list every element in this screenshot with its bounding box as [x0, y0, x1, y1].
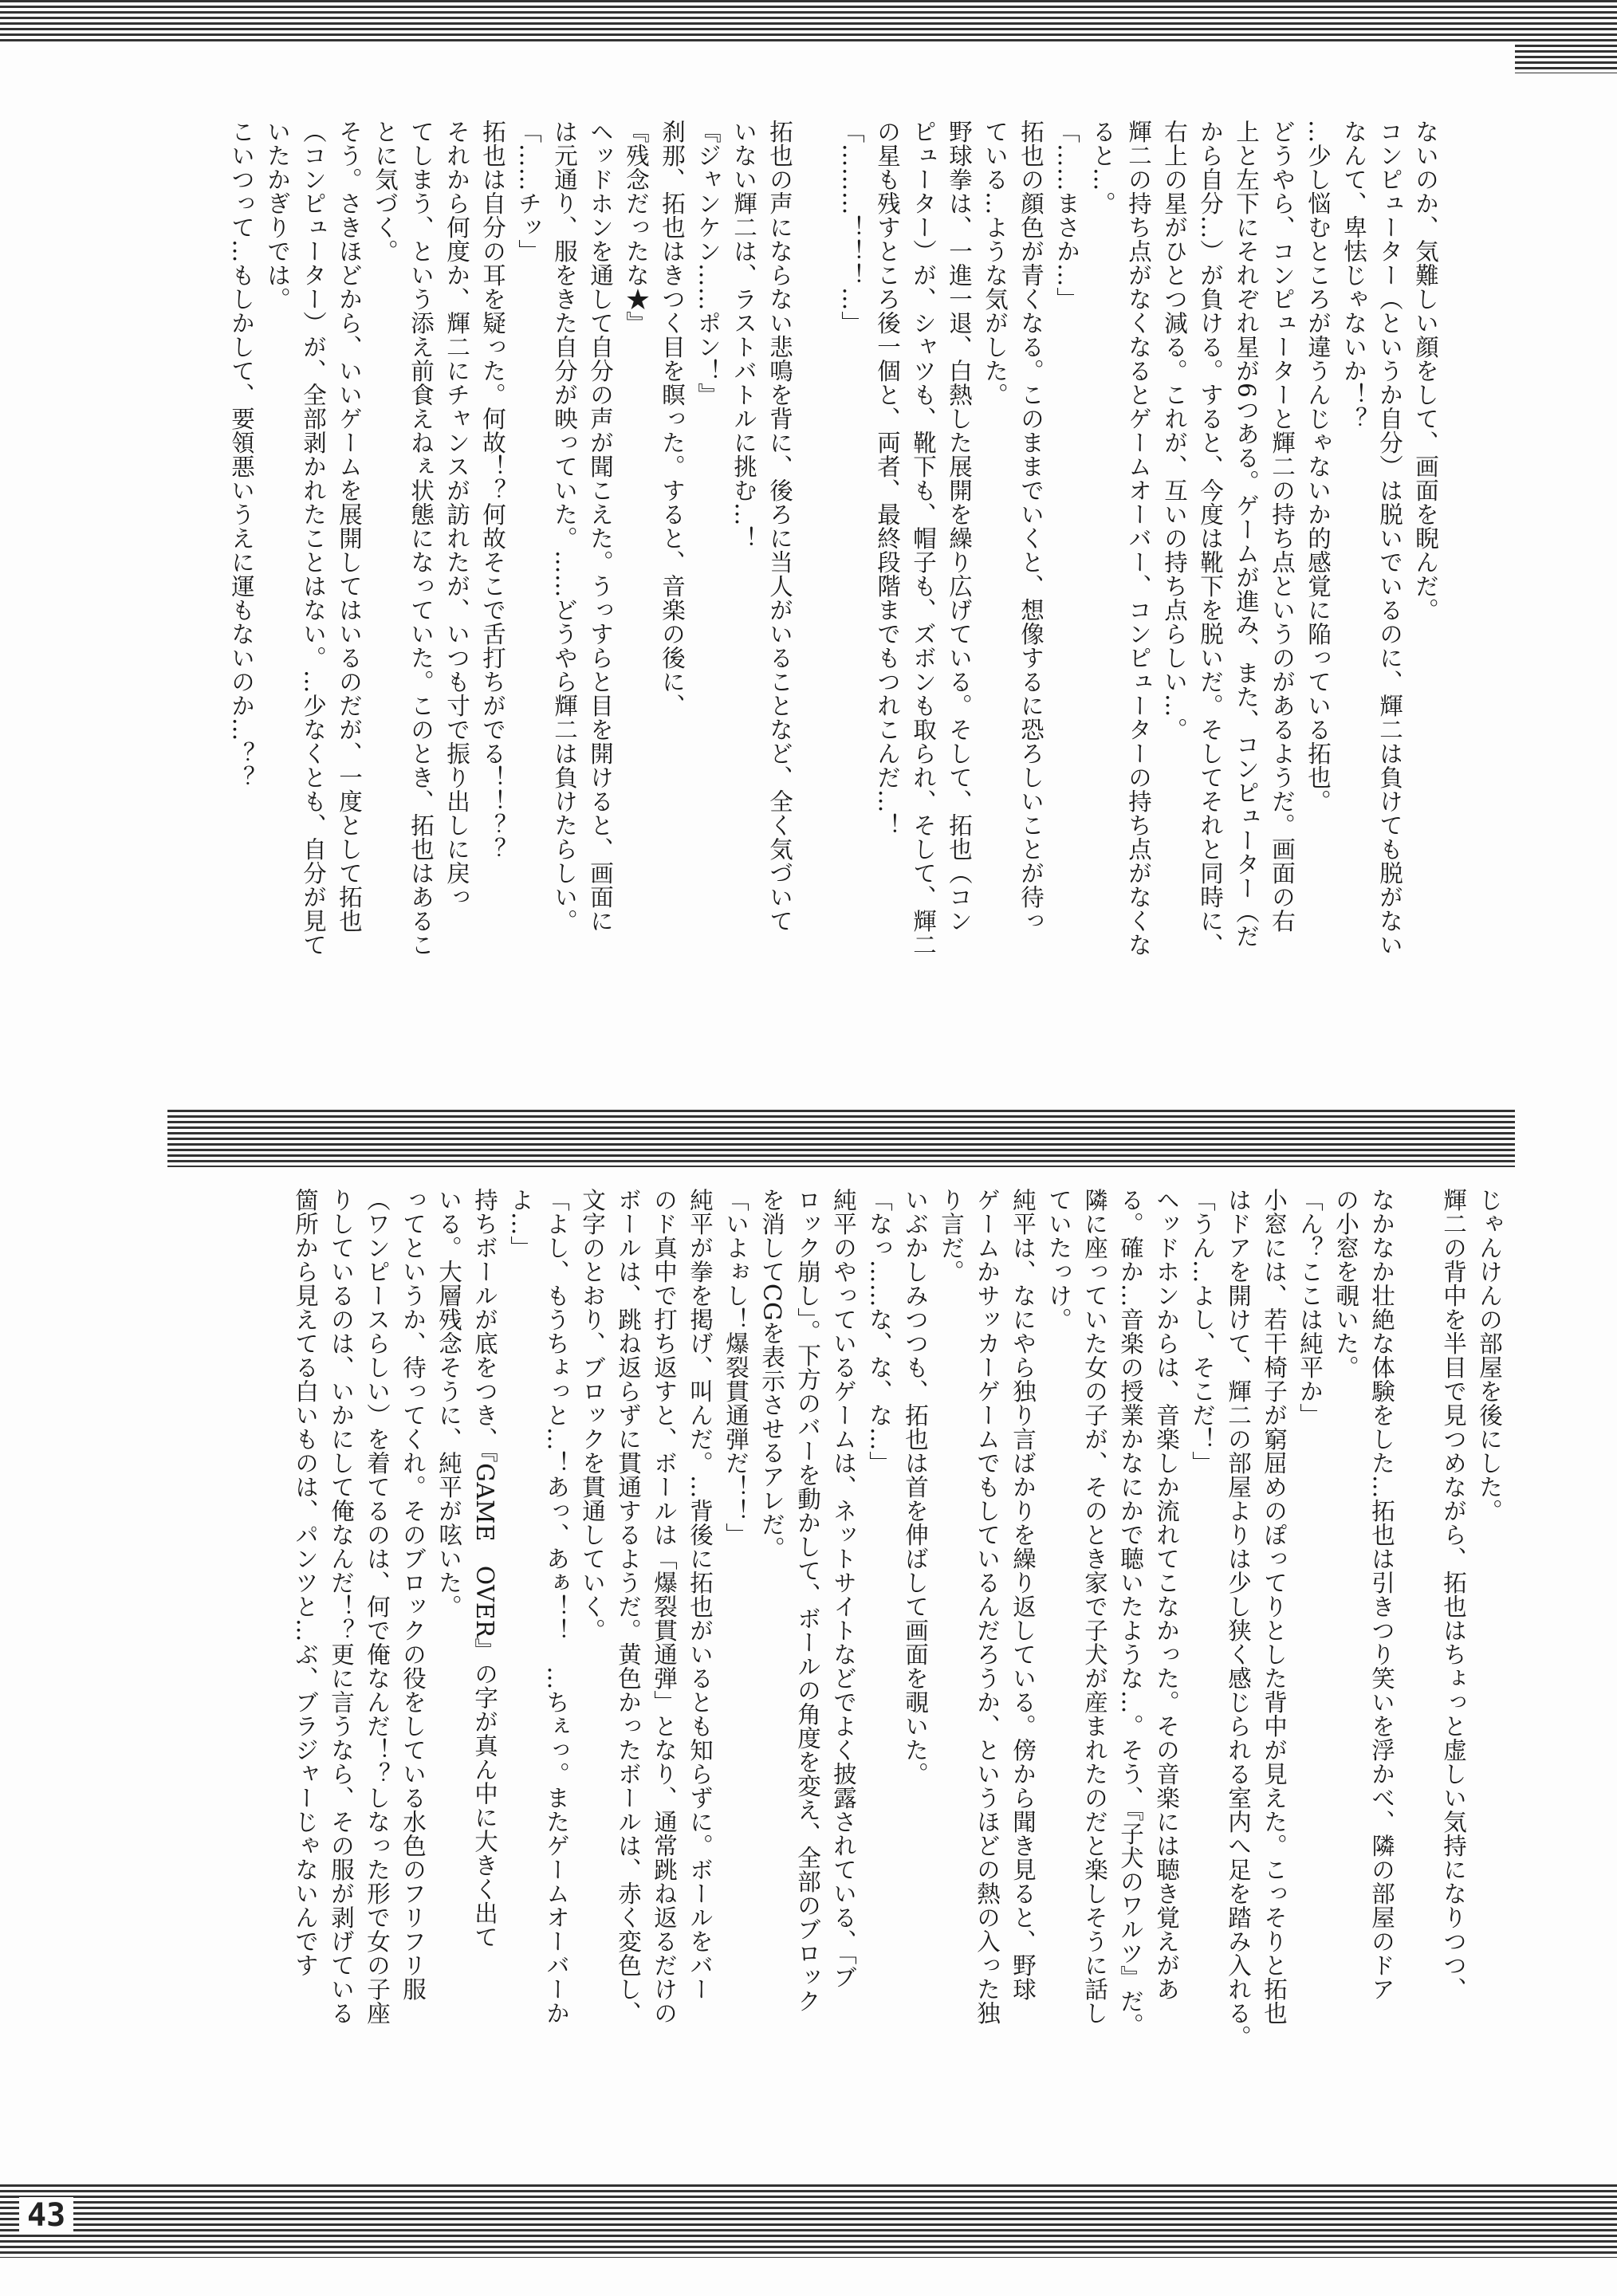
text-line: …少し悩むところが違うんじゃないか的感覚に陥っている拓也。: [1304, 120, 1332, 813]
text-line: コンピューター（というか自分）は脱いでいるのに、輝二は負けても脱がない: [1376, 120, 1403, 957]
text-line: ると…。: [1089, 120, 1116, 215]
text-line: り言だ。: [938, 1188, 965, 1284]
text-line: こいつって…もしかして、要領悪いうえに運もないのか…？？: [228, 120, 255, 789]
text-line: 「………！！！…」: [838, 120, 865, 335]
text-line: 「……まさか…」: [1053, 120, 1080, 311]
text-line: の小窓を覗いた。: [1332, 1188, 1359, 1379]
text-line: 純平は、なにやら独り言ばかりを繰り返している。傍から聞き見ると、野球: [1009, 1188, 1037, 2001]
text-line: 拓也は自分の耳を疑った。何故！？何故そこで舌打ちがでる！！？？: [479, 120, 506, 861]
text-line: じゃんけんの部屋を後にした。: [1476, 1188, 1503, 1523]
bottom-stripe-border: [0, 2184, 1617, 2258]
text-line: 箇所から見えてる白いものは、パンツと…ぶ、ブラジャーじゃないんです: [292, 1188, 319, 1977]
text-line: [1399, 1188, 1435, 2168]
text-line: ヘッドホンからは、音楽しか流れてこなかった。その音楽には聴き覚えがあ: [1153, 1188, 1180, 2001]
text-line: そう。さきほどから、いいゲームを展開してはいるのだが、一度として拓也: [336, 120, 363, 933]
text-line: てしまう、という添え前食えねぇ状態になっていた。このとき、拓也はあるこ: [407, 120, 435, 957]
text-line: （コンピューター）が、全部剥かれたことはない。…少なくとも、自分が見て: [300, 120, 327, 957]
text-line: ってというか、待ってくれ。そのブロックの役をしている水色のフリフリ服: [399, 1188, 427, 2001]
text-line: 「うん…よし、そこだ！」: [1189, 1188, 1216, 1475]
bottom-text-block: [136, 1188, 1507, 2168]
text-line: ている…ような気がした。: [982, 120, 1009, 407]
text-line: る。確か…音楽の授業かなにかで聴いたような…。そう、『子犬のワルツ』だ。: [1117, 1188, 1144, 2038]
text-line: 純平が拳を掲げ、叫んだ。…背後に拓也がいるとも知らずに。ボールをバー: [687, 1188, 714, 2001]
text-line: は元通り、服をきた自分が映っていた。……どうやら輝二は負けたらしい。: [551, 120, 578, 933]
text-line: ないのか、気難しい顔をして、画面を睨んだ。: [1412, 120, 1439, 622]
text-line: はドアを開けて、輝二の部屋よりは少し狭く感じられる室内へ足を踏み入れる。: [1225, 1188, 1252, 2049]
text-line: 『残念だったな★』: [623, 120, 650, 335]
text-line: ていたっけ。: [1045, 1188, 1072, 1331]
text-line: から自分…）が負ける。すると、今度は靴下を脱いだ。そしてそれと同時に、: [1197, 120, 1224, 957]
text-line: どうやら、コンピューターと輝二の持ち点というのがあるようだ。画面の右: [1269, 120, 1296, 933]
text-line: なんて、卑怯じゃないか！？: [1340, 120, 1367, 431]
text-line: ゲームかサッカーゲームでもしているんだろうか、というほどの熱の入った独: [974, 1188, 1001, 2025]
text-line: 隣に座っていた女の子が、そのとき家で子犬が産まれたのだと楽しそうに話し: [1081, 1188, 1108, 2025]
text-line: いたかぎりでは。: [264, 120, 291, 311]
text-line: 野球拳は、一進一退、白熱した展開を繰り広げている。そして、拓也（コン: [946, 120, 973, 933]
text-line: 「なっ……な、な、な…」: [866, 1188, 893, 1475]
text-line: 純平のやっているゲームは、ネットサイトなどでよく披露されている、「ブ: [830, 1188, 857, 1990]
page-number: 43: [19, 2197, 73, 2234]
text-line: 小窓には、若干椅子が窮屈めのぽってりとした背中が見えた。こっそりと拓也: [1261, 1188, 1288, 2025]
text-line: 「いよぉし！爆裂貫通弾だ！！」: [722, 1188, 749, 1547]
text-line: 文字のとおり、ブロックを貫通していく。: [579, 1188, 606, 1642]
text-line: 右上の星がひとつ減る。これが、互いの持ち点らしい…。: [1161, 120, 1188, 741]
text-line: の星も残すところ後一個と、両者、最終段階までもつれこんだ…！: [874, 120, 901, 837]
text-line: ボールは、跳ね返らずに貫通するようだ。黄色かったボールは、赤く変色し、: [615, 1188, 642, 2025]
text-line: 「……チッ」: [515, 120, 542, 263]
top-right-stripe-accent: [1515, 45, 1617, 73]
text-line: 「ん？ここは純平か」: [1296, 1188, 1324, 1427]
text-line: を消してCGを表示させるアレだ。: [758, 1188, 785, 1561]
text-line: ロック崩し」。下方のバーを動かして、ボールの角度を変え、全部のブロック: [794, 1188, 821, 2014]
text-line: りしているのは、いかにして俺なんだ！？更に言うなら、その服が剥げている: [328, 1188, 355, 2025]
text-line: よ…」: [507, 1188, 534, 1260]
text-line: 持ちボールが底をつき、『GAME OVER』の字が真ん中に大きく出て: [471, 1188, 498, 1949]
text-line: （ワンピースらしい）を着てるのは、何で俺なんだ！？しなった形で女の子座: [364, 1188, 391, 2025]
middle-stripe-divider: [167, 1110, 1515, 1167]
text-line: 上と左下にそれぞれ星が6つある。ゲームが進み、また、コンピューター（だ: [1233, 120, 1260, 949]
text-line: のド真中で打ち返すと、ボールは「爆裂貫通弾」となり、通常跳ね返るだけの: [651, 1188, 678, 2025]
text-line: 刹那、拓也はきつく目を瞑った。すると、音楽の後に、: [659, 120, 686, 718]
text-line: ヘッドホンを通して自分の声が聞こえた。うっすらと目を開けると、画面に: [587, 120, 614, 933]
text-line: なかなか壮絶な体験をした…拓也は引きつり笑いを浮かべ、隣の部屋のドア: [1368, 1188, 1395, 2001]
text-line: 拓也の声にならない悲鳴を背に、後ろに当人がいることなど、全く気づいて: [766, 120, 793, 933]
text-line: いない輝二は、ラストバトルに挑む…！: [730, 120, 757, 550]
text-line: いる。大層残念そうに、純平が呟いた。: [435, 1188, 462, 1618]
text-line: いぶかしみつつも、拓也は首を伸ばして画面を覗いた。: [902, 1188, 929, 1786]
top-text-block: [159, 120, 1443, 1084]
text-line: 『ジャンケン……ポン！』: [694, 120, 722, 407]
top-stripe-border: [0, 0, 1617, 45]
text-line: 拓也の顔色が青くなる。このままでいくと、想像するに恐ろしいことが待っ: [1017, 120, 1045, 933]
text-line: [797, 120, 833, 1084]
text-line: 輝二の持ち点がなくなるとゲームオーバー、コンピューターの持ち点がなくな: [1125, 120, 1152, 957]
text-line: それから何度か、輝二にチャンスが訪れたが、いつも寸で振り出しに戻っ: [443, 120, 470, 909]
text-line: ピューター）が、シャツも、靴下も、帽子も、ズボンも取られ、そして、輝二: [910, 120, 937, 957]
text-line: とに気づく。: [372, 120, 399, 263]
text-line: 輝二の背中を半目で見つめながら、拓也はちょっと虚しい気持になりつつ、: [1440, 1188, 1467, 2001]
text-line: 「よし、もうちょっと…！あっ、あぁ！！ …ちぇっ。またゲームオーバーか: [543, 1188, 570, 2025]
